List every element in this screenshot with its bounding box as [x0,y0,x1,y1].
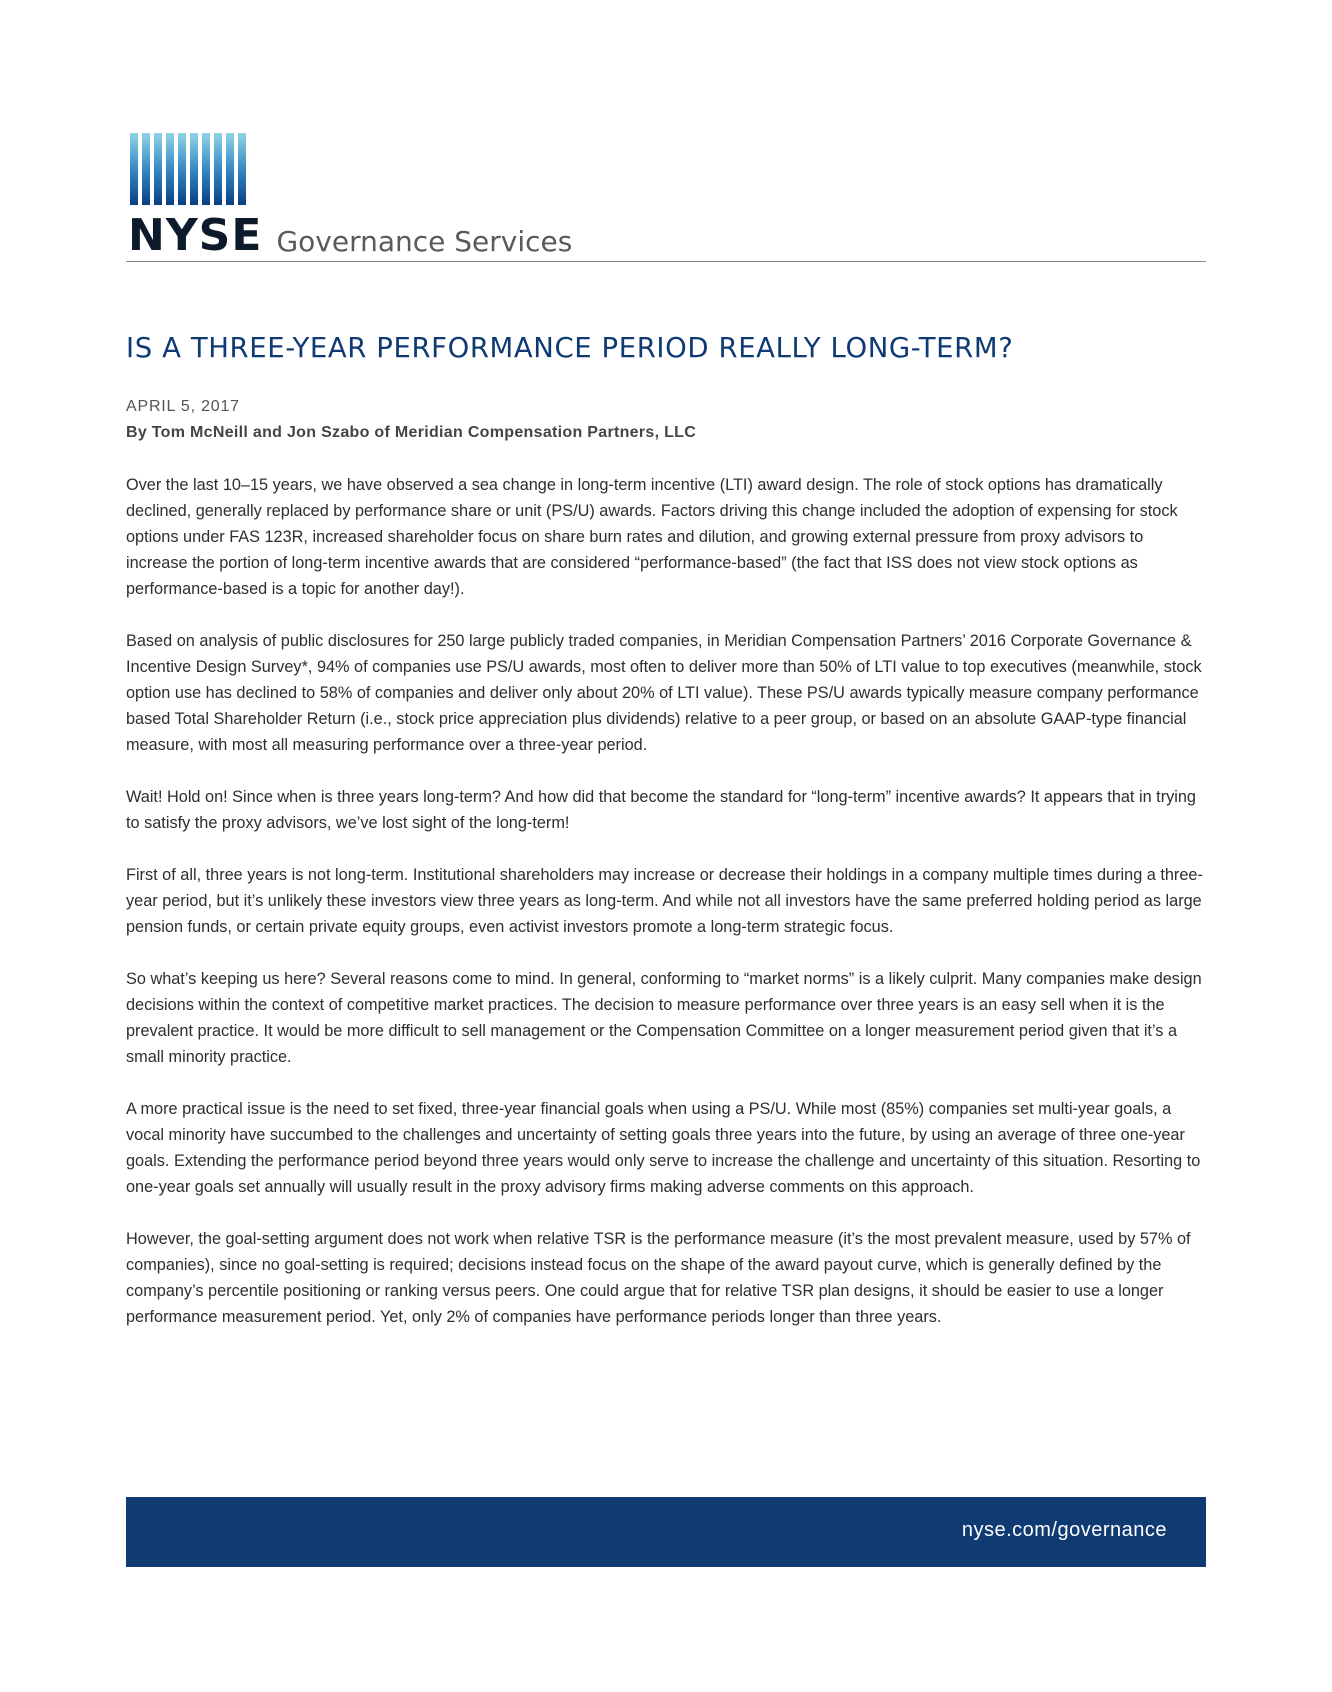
document-page [126,0,1206,1692]
brand-lockup [128,206,573,261]
logo-bar [130,133,138,205]
article-date: APRIL 5, 2017 [126,398,240,415]
body-paragraph: Over the last 10–15 years, we have observed a sea change in long-term incentive (LTI) award design. The role of stock options has dramatically declined, generally replaced by performance share or unit (PS/U) awards. Factors driving this change included the adoption of expensing for stock options under FAS 123R, increased shareholder focus on share burn rates and dilution, and growing external pressure from proxy advisors to increase the portion of long-term incentive awards that are considered “performance-based” (the fact that ISS does not view stock options as performance-based is a topic for another day!). [126,476,1178,598]
logo-bar [142,133,150,205]
body-paragraph: A more practical issue is the need to set fixed, three-year financial goals when using a PS/U. While most (85%) companies set multi-year goals, a vocal minority have succumbed to the challenges and uncertainty of setting goals three years into the future, by using an average of three one-year goals. Extending the performance period beyond three years would only serve to increase the challenge and uncertainty of this situation. Resorting to one-year goals set annually will usually result in the proxy advisory firms making adverse comments on this approach. [126,1100,1201,1196]
footer-banner [126,1497,1206,1567]
logo-bar [166,133,174,205]
body-paragraph: Based on analysis of public disclosures for 250 large publicly traded companies, in Meridian Compensation Partners’ 2016 Corporate Governance & Incentive Design Survey*, 94% of companies use PS/U awards, most often to deliver more than 50% of LTI value to top executives (meanwhile, stock option use has declined to 58% of companies and deliver only about 20% of LTI value). These PS/U awards typically measure company performance based Total Shareholder Return (i.e., stock price appreciation plus dividends) relative to a peer group, or based on an absolute GAAP-type financial measure, with most all measuring performance over a three-year period. [126,632,1202,754]
body-paragraph: However, the goal-setting argument does not work when relative TSR is the performance measure (it’s the most prevalent measure, used by 57% of companies), since no goal-setting is required; decisions instead focus on the shape of the award payout curve, which is generally defined by the company’s percentile positioning or ranking versus peers. One could argue that for relative TSR plan designs, it should be easier to use a longer performance measurement period. Yet, only 2% of companies have performance periods longer than three years. [126,1230,1191,1326]
logo-bar [178,133,186,205]
logo-bar [214,133,222,205]
logo-bar [190,133,198,205]
article-body [126,472,1206,1356]
brand-mark: NYSE [128,210,263,261]
body-paragraph: Wait! Hold on! Since when is three years long-term? And how did that become the standard for “long-term” incentive awards? It appears that in trying to satisfy the proxy advisors, we’ve lost sight of the long-term! [126,788,1196,832]
footer-website-link[interactable]: nyse.com/governance [961,1519,1167,1541]
article-byline: By Tom McNeill and Jon Szabo of Meridian Compensation Partners, LLC [126,424,697,441]
logo-bar [202,133,210,205]
body-paragraph: First of all, three years is not long-term. Institutional shareholders may increase or decrease their holdings in a company multiple times during a three-year period, but it’s unlikely these investors view three years as long-term. And while not all investors have the same preferred holding period as large pension funds, or certain private equity groups, even activist investors promote a long-term strategic focus. [126,866,1203,936]
article-title: IS A THREE-YEAR PERFORMANCE PERIOD REALLY LONG-TERM? [126,332,1014,364]
logo-bar [154,133,162,205]
header-divider [126,261,1206,262]
body-paragraph: So what’s keeping us here? Several reasons come to mind. In general, conforming to “market norms” is a likely culprit. Many companies make design decisions within the context of competitive market practices. The decision to measure performance over three years is an easy sell when it is the prevalent practice. It would be more difficult to sell management or the Compensation Committee on a longer measurement period given that it’s a small minority practice. [126,970,1202,1066]
logo-bar [226,133,234,205]
brand-service-name: Governance Services [276,225,573,258]
nyse-logo-bars [130,133,246,205]
logo-bar [238,133,246,205]
